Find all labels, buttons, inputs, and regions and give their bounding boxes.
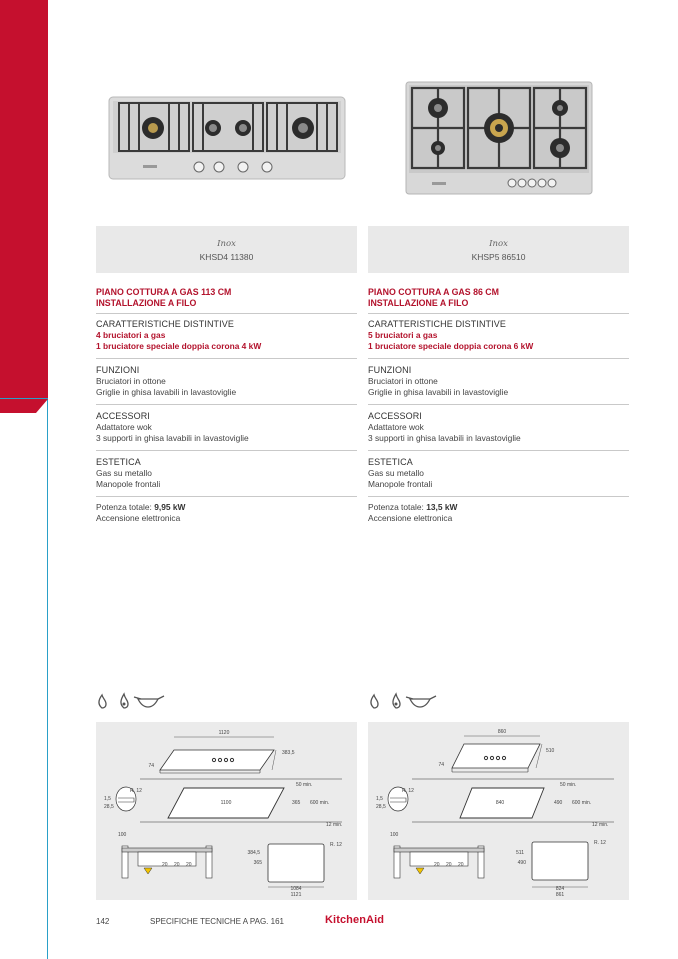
dim-min12: 12 min. (592, 822, 609, 828)
power-section: Potenza totale: 9,95 kW Accensione elettronica (96, 502, 186, 523)
dim-sec-depth1: 384,5 (247, 850, 260, 856)
accessories-section: ACCESSORI Adattatore wok 3 supporti in ghisa lavabili in lavastoviglie (96, 411, 249, 443)
dim-min12: 12 min. (326, 822, 343, 828)
product-title: PIANO COTTURA A GAS 86 CM INSTALLAZIONE A FILO (368, 287, 499, 308)
dim-min600: 600 min. (572, 800, 592, 806)
product-title: PIANO COTTURA A GAS 113 CM INSTALLAZIONE A FILO (96, 287, 232, 308)
dim-min50: 50 min. (560, 782, 577, 788)
divider (368, 358, 629, 359)
divider (368, 496, 629, 497)
dim-radius: R. 12 (402, 788, 414, 794)
dim-sec-depth1: 511 (516, 850, 524, 856)
installation-diagram (96, 722, 357, 900)
finish-label: Inox (489, 239, 508, 249)
accessories-section: ACCESSORI Adattatore wok 3 supporti in ghisa lavabili in lavastoviglie (368, 411, 521, 443)
dim-min50: 50 min. (296, 782, 313, 788)
dim-left100: 100 (118, 832, 127, 838)
dim-bottom1: 1084 (290, 886, 302, 892)
blue-divider-vertical (47, 399, 48, 959)
cooktop-86-image (404, 80, 594, 196)
gas-flame-icon (371, 695, 378, 708)
functions-section: FUNZIONI Bruciatori in ottone Griglie in ghisa lavabili in lavastoviglie (368, 365, 509, 397)
red-band-notch (0, 399, 48, 413)
feature-icons (96, 690, 176, 710)
aesthetics-section: ESTETICA Gas su metallo Manopole frontali (368, 457, 433, 489)
dim-sec-depth2: 365 (253, 860, 262, 866)
dim-cut-depth: 365 (292, 800, 301, 806)
divider (368, 313, 629, 314)
wok-icon (406, 696, 436, 707)
wok-icon (134, 696, 164, 707)
dim-top-depth: 510 (546, 748, 555, 754)
divider (368, 404, 629, 405)
brand-logo: KitchenAid (325, 914, 385, 926)
functions-section: FUNZIONI Bruciatori in ottone Griglie in ghisa lavabili in lavastoviglie (96, 365, 237, 397)
red-side-band (0, 0, 48, 399)
dim-radius: R. 12 (130, 788, 142, 794)
dim-edge1: 1,5 (376, 796, 383, 802)
product-caption-box (368, 226, 629, 273)
spec-reference-link[interactable]: SPECIFICHE TECNICHE A PAG. 161 (150, 917, 284, 926)
dim-top-depth: 383,5 (282, 750, 295, 756)
dim-edge1: 1,5 (104, 796, 111, 802)
dim-edge2: 28,5 (104, 804, 114, 810)
dim-cut-width: 1100 (220, 800, 232, 806)
dim-min600: 600 min. (310, 800, 330, 806)
dim-radius-2: R. 12 (330, 842, 342, 848)
divider (96, 404, 357, 405)
product-caption-box (96, 226, 357, 273)
dim-sec1: 20 (162, 862, 168, 868)
dim-edge2: 28,5 (376, 804, 386, 810)
divider (96, 358, 357, 359)
dim-cut-depth: 490 (554, 800, 563, 806)
product-photo-khsp5 (368, 80, 629, 196)
dim-bottom1: 824 (555, 886, 565, 892)
gas-flame-icon (99, 695, 106, 708)
divider (96, 313, 357, 314)
dim-left100: 100 (390, 832, 399, 838)
product-code: KHSP5 86510 (471, 252, 526, 262)
dim-sec2: 20 (174, 862, 180, 868)
power-section: Potenza totale: 13,5 kW Accensione elettronica (368, 502, 458, 523)
divider (368, 450, 629, 451)
dim-sec3: 20 (458, 862, 464, 868)
dim-top-width: 860 (497, 729, 507, 735)
dim-cut-width: 840 (495, 800, 505, 806)
dim-sec3: 20 (186, 862, 192, 868)
dim-height: 74 (148, 763, 154, 769)
dim-bottom2: 861 (555, 892, 565, 898)
feature-icons (368, 690, 448, 710)
installation-diagram (368, 722, 629, 900)
features-section: CARATTERISTICHE DISTINTIVE 4 bruciatori a gas 1 bruciatore speciale doppia corona 4 kW (96, 319, 262, 351)
dim-height: 74 (438, 762, 444, 768)
dim-sec2: 20 (446, 862, 452, 868)
features-section: CARATTERISTICHE DISTINTIVE 5 bruciatori a gas 1 bruciatore speciale doppia corona 6 kW (368, 319, 534, 351)
dim-sec1: 20 (434, 862, 440, 868)
flame-safety-icon (121, 694, 128, 708)
cooktop-113-image (107, 95, 347, 185)
divider (96, 496, 357, 497)
dim-bottom2: 1121 (290, 892, 302, 898)
finish-label: Inox (217, 239, 236, 249)
product-code: KHSD4 11380 (199, 252, 254, 262)
dim-sec-depth2: 490 (517, 860, 526, 866)
page-number: 142 (96, 917, 110, 926)
aesthetics-section: ESTETICA Gas su metallo Manopole frontali (96, 457, 161, 489)
product-photo-khsd4 (96, 95, 357, 185)
dim-radius-2: R. 12 (594, 840, 606, 846)
dim-top-width: 1120 (218, 730, 230, 736)
flame-safety-icon (393, 694, 400, 708)
divider (96, 450, 357, 451)
